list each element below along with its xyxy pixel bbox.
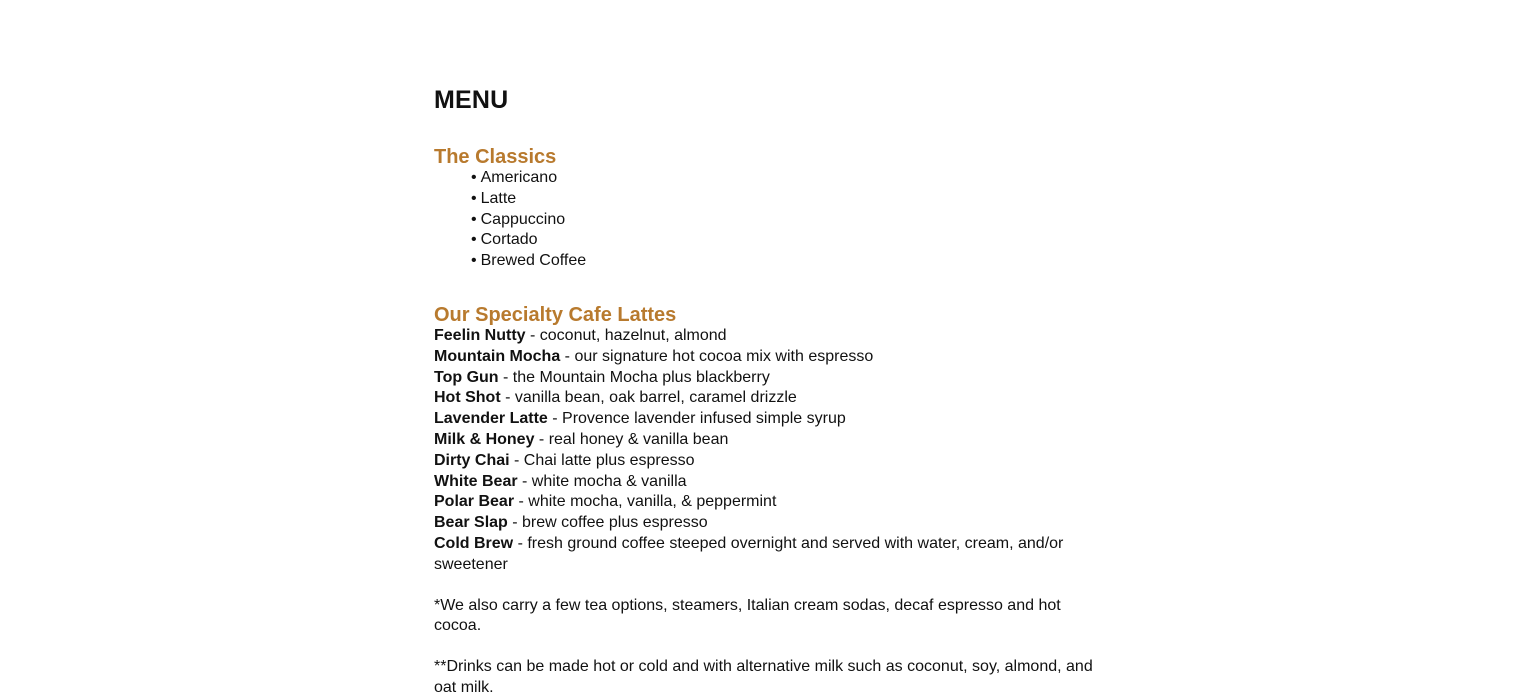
- bullet-icon: •: [471, 210, 477, 228]
- bullet-icon: •: [471, 231, 477, 249]
- drink-description: - vanilla bean, oak barrel, caramel drizzle: [500, 389, 797, 407]
- specialty-list: [434, 326, 1104, 576]
- list-item: [434, 368, 1104, 389]
- drink-name: Feelin Nutty: [434, 326, 526, 344]
- tea-options-note: *We also carry a few tea options, steamers, Italian cream sodas, decaf espresso and hot cocoa.: [434, 596, 1061, 635]
- drink-description: - coconut, hazelnut, almond: [525, 326, 727, 344]
- list-item: [434, 534, 1104, 576]
- drink-description: - our signature hot cocoa mix with espresso: [560, 347, 874, 365]
- drink-description: - the Mountain Mocha plus blackberry: [498, 368, 770, 386]
- milk-options-note: **Drinks can be made hot or cold and with alternative milk such as coconut, soy, almond, and oat milk.: [434, 658, 1093, 696]
- logo-text: [291, 0, 373, 1]
- list-item: [434, 451, 1104, 472]
- classics-list: [434, 168, 1104, 272]
- classics-heading: The Classics: [434, 146, 557, 168]
- list-item: [434, 409, 1104, 430]
- classics-section: [434, 146, 1104, 272]
- bullet-icon: •: [471, 169, 477, 186]
- list-item: [434, 347, 1104, 368]
- drink-name: Top Gun: [434, 368, 499, 386]
- list-item: [434, 513, 1104, 534]
- bullet-icon: •: [471, 252, 477, 270]
- drink-description: - Provence lavender infused simple syrup: [547, 410, 846, 428]
- bullet-icon: •: [471, 189, 477, 207]
- drink-name: Bear Slap: [434, 514, 508, 532]
- list-item: [434, 326, 1104, 347]
- list-item: [434, 388, 1104, 409]
- list-item: [471, 168, 1104, 189]
- drink-name: Cold Brew: [434, 534, 514, 552]
- drink-name: Hot Shot: [434, 389, 501, 407]
- drink-name: Lavender Latte: [434, 410, 548, 428]
- drink-description: - brew coffee plus espresso: [507, 514, 708, 532]
- list-item: [434, 492, 1104, 513]
- list-item: [471, 251, 1104, 272]
- drink-name: Mountain Mocha: [434, 347, 561, 365]
- list-item: [434, 472, 1104, 493]
- drink-name: White Bear: [434, 472, 518, 490]
- classic-drink-name: Brewed Coffee: [480, 252, 587, 270]
- classic-drink-name: Cappuccino: [480, 210, 566, 228]
- drink-description: - white mocha, vanilla, & peppermint: [514, 493, 777, 511]
- list-item: [471, 189, 1104, 210]
- classic-drink-name: Americano: [480, 169, 558, 186]
- classic-drink-name: Latte: [480, 189, 517, 207]
- menu-content: [434, 84, 1104, 699]
- specialty-heading: Our Specialty Cafe Lattes: [434, 303, 677, 326]
- drink-description: - fresh ground coffee steeped overnight and served with water, cream, and/or sweetener: [434, 534, 1064, 573]
- list-item: [471, 210, 1104, 231]
- drink-description: - Chai latte plus espresso: [509, 451, 695, 469]
- list-item: [471, 230, 1104, 251]
- classic-drink-name: Cortado: [480, 231, 538, 249]
- drink-name: Polar Bear: [434, 493, 515, 511]
- drink-description: - real honey & vanilla bean: [534, 430, 729, 448]
- specialty-section: [434, 304, 1104, 576]
- drink-name: Dirty Chai: [434, 451, 510, 469]
- page-title: MENU: [434, 86, 509, 114]
- list-item: [434, 430, 1104, 451]
- drink-name: Milk & Honey: [434, 430, 535, 448]
- drink-description: - white mocha & vanilla: [517, 472, 687, 490]
